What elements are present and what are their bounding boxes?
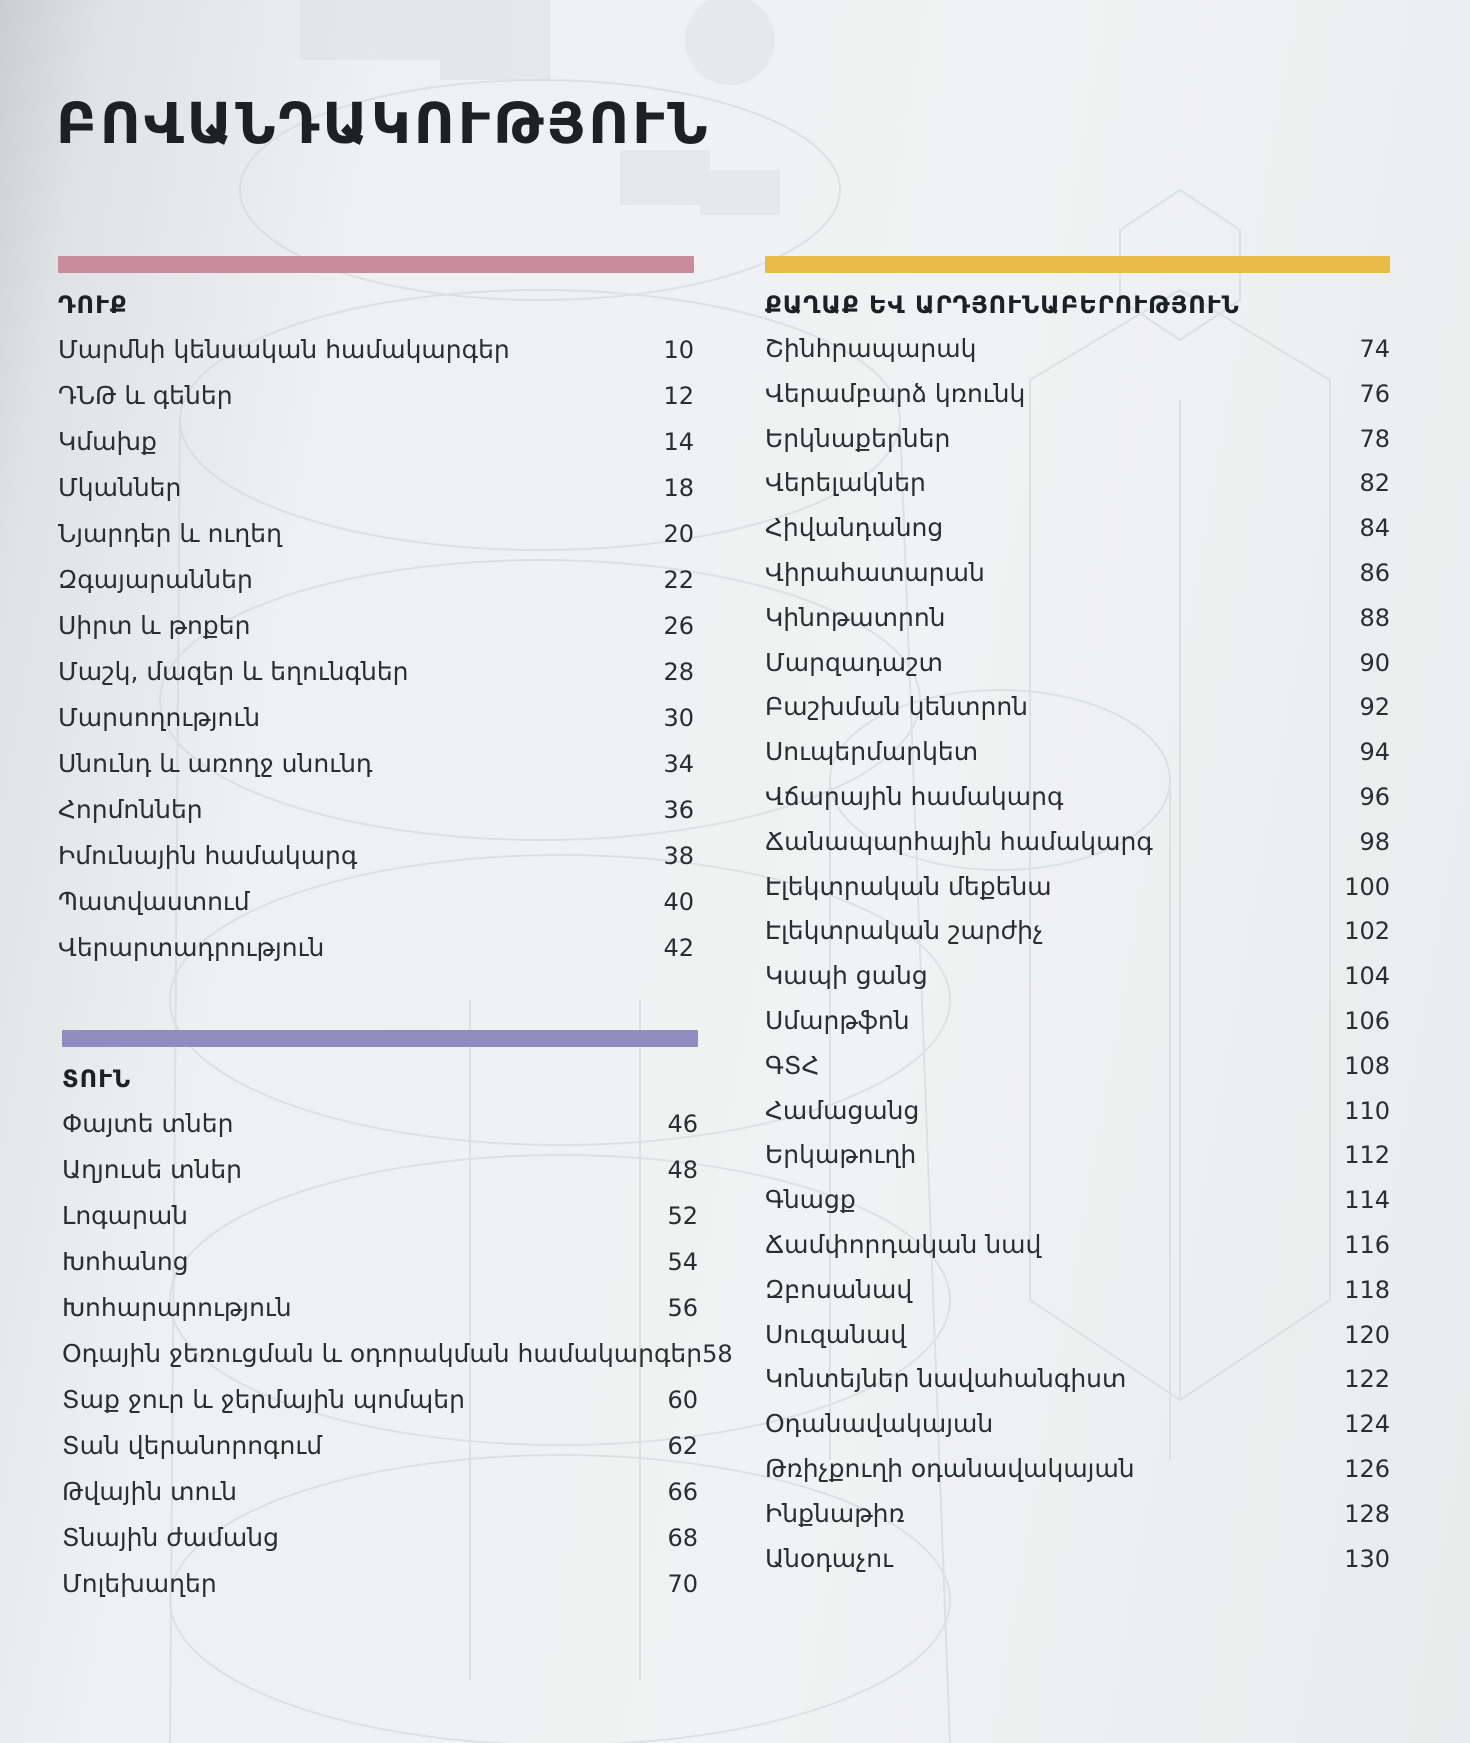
entry-page: 70 <box>667 1570 698 1598</box>
entry-title: Ինքնաթիռ <box>765 1498 905 1528</box>
toc-entry[interactable] <box>58 465 694 511</box>
entry-title: Կմախք <box>58 427 157 456</box>
entry-title: Թվային տուն <box>62 1477 237 1506</box>
toc-entry[interactable] <box>58 649 694 695</box>
entry-title: Աղյուսե տներ <box>62 1155 243 1184</box>
entry-title: Սնունդ և առողջ սնունդ <box>58 749 373 778</box>
toc-entry[interactable] <box>765 1178 1390 1223</box>
entry-title: Սիրտ և թոքեր <box>58 611 251 640</box>
toc-entry[interactable] <box>62 1193 698 1239</box>
entry-title: Շինհրապարակ <box>765 334 977 363</box>
entry-page: 128 <box>1344 1499 1390 1528</box>
section-body <box>58 256 694 971</box>
entry-page: 66 <box>667 1478 698 1506</box>
entry-page: 114 <box>1344 1186 1390 1215</box>
entry-page: 82 <box>1359 469 1390 498</box>
entry-title: Փայտե տներ <box>62 1109 234 1138</box>
entry-page: 10 <box>663 336 694 364</box>
entry-page: 118 <box>1344 1275 1390 1304</box>
entry-page: 26 <box>663 612 694 640</box>
entry-page: 20 <box>663 520 694 548</box>
entry-title: Նյարդեր և ուղեղ <box>58 519 282 548</box>
entry-page: 106 <box>1344 1006 1390 1035</box>
entry-page: 58 <box>702 1340 733 1368</box>
toc-entry[interactable] <box>765 1044 1390 1089</box>
toc-entry[interactable] <box>58 741 694 787</box>
entry-page: 116 <box>1344 1230 1390 1259</box>
entry-title: Տնային ժամանց <box>62 1523 279 1552</box>
section-home-list <box>62 1101 733 1607</box>
entry-page: 102 <box>1344 917 1390 946</box>
entry-title: Մարզադաշտ <box>765 647 943 677</box>
toc-entry[interactable] <box>58 603 694 649</box>
entry-page: 34 <box>663 750 694 778</box>
toc-entry[interactable] <box>58 695 694 741</box>
entry-page: 48 <box>667 1156 698 1184</box>
entry-page: 86 <box>1359 558 1390 587</box>
toc-entry[interactable] <box>62 1101 698 1147</box>
section-city <box>765 256 1390 1581</box>
entry-page: 96 <box>1359 782 1390 811</box>
toc-entry[interactable] <box>765 641 1390 686</box>
entry-page: 112 <box>1344 1141 1390 1170</box>
toc-entry[interactable] <box>58 833 694 879</box>
entry-page: 18 <box>663 474 694 502</box>
section-city-list <box>765 327 1390 1581</box>
toc-entry[interactable] <box>62 1423 698 1469</box>
entry-title: Զբոսանավ <box>765 1274 913 1304</box>
entry-page: 88 <box>1359 603 1390 632</box>
entry-page: 94 <box>1359 738 1390 767</box>
section-city-color-bar <box>765 256 1390 273</box>
toc-entry[interactable] <box>62 1561 698 1607</box>
entry-title: Էլեկտրական մեքենա <box>765 871 1052 901</box>
toc-entry[interactable] <box>765 327 1390 372</box>
entry-title: Ճանապարհային համակարգ <box>765 826 1153 856</box>
entry-title: Մոլեխաղեր <box>62 1569 217 1598</box>
toc-entry[interactable] <box>765 1357 1390 1402</box>
entry-page: 110 <box>1344 1096 1390 1125</box>
entry-title: Մարսողություն <box>58 703 261 732</box>
entry-page: 84 <box>1359 514 1390 543</box>
entry-title: Վճարային համակարգ <box>765 781 1064 811</box>
entry-page: 22 <box>663 566 694 594</box>
entry-title: Մարմնի կենսական համակարգեր <box>58 335 510 364</box>
entry-title: Հիվանդանոց <box>765 513 944 543</box>
entry-page: 54 <box>667 1248 698 1276</box>
entry-title: Խոհանոց <box>62 1247 189 1276</box>
entry-title: Սմարթֆոն <box>765 1005 910 1035</box>
entry-page: 124 <box>1344 1410 1390 1439</box>
entry-page: 14 <box>663 428 694 456</box>
toc-entry[interactable] <box>765 372 1390 417</box>
entry-title: Կապի ցանց <box>765 961 928 991</box>
toc-entry[interactable] <box>62 1469 698 1515</box>
entry-page: 42 <box>663 934 694 962</box>
toc-entry[interactable] <box>765 1402 1390 1447</box>
entry-title: Օդանավակայան <box>765 1409 994 1439</box>
toc-entry[interactable] <box>62 1147 698 1193</box>
entry-page: 122 <box>1344 1365 1390 1394</box>
entry-title: Կինոթատրոն <box>765 602 946 632</box>
entry-title: Զգայարաններ <box>58 565 253 594</box>
entry-title: Օդային ջեռուցման և օդորակման համակարգեր <box>62 1339 703 1368</box>
toc-entry[interactable] <box>765 820 1390 865</box>
entry-title: Տան վերանորոգում <box>62 1431 323 1460</box>
toc-entry[interactable] <box>765 865 1390 910</box>
entry-title: Վերամբարձ կռունկ <box>765 378 1026 408</box>
entry-title: Պատվաստում <box>58 887 250 916</box>
entry-title: Տաք ջուր և ջերմային պոմպեր <box>62 1385 465 1414</box>
entry-page: 90 <box>1359 648 1390 677</box>
entry-page: 52 <box>667 1202 698 1230</box>
entry-title: Սուպերմարկետ <box>765 737 979 767</box>
toc-entry[interactable] <box>765 1133 1390 1178</box>
entry-page: 76 <box>1359 379 1390 408</box>
entry-title: Իմունային համակարգ <box>58 841 358 870</box>
entry-title: Թռիչքուղի օդանավակայան <box>765 1453 1135 1483</box>
entry-title: Երկնաքերներ <box>765 423 951 453</box>
toc-entry[interactable] <box>62 1377 698 1423</box>
entry-title: Վիրահատարան <box>765 557 985 587</box>
entry-title: Հորմոններ <box>58 795 203 824</box>
entry-page: 12 <box>663 382 694 410</box>
entry-title: Կոնտեյներ նավահանգիստ <box>765 1364 1127 1394</box>
toc-entry[interactable] <box>62 1239 698 1285</box>
entry-page: 74 <box>1359 335 1390 363</box>
entry-title: Սուզանավ <box>765 1319 907 1349</box>
section-body-color-bar <box>58 256 694 273</box>
entry-page: 60 <box>667 1386 698 1414</box>
entry-title: Երկաթուղի <box>765 1140 917 1170</box>
toc-entry[interactable] <box>58 787 694 833</box>
entry-page: 98 <box>1359 827 1390 856</box>
entry-page: 56 <box>667 1294 698 1322</box>
toc-entry[interactable] <box>58 925 694 971</box>
entry-title: Մկաններ <box>58 473 182 502</box>
toc-entry[interactable] <box>765 1313 1390 1358</box>
toc-entry[interactable] <box>58 511 694 557</box>
section-home-color-bar <box>62 1030 698 1047</box>
entry-page: 92 <box>1359 693 1390 722</box>
toc-entry[interactable] <box>58 419 694 465</box>
toc-entry[interactable] <box>765 685 1390 730</box>
toc-entry[interactable] <box>58 327 694 373</box>
entry-page: 104 <box>1344 962 1390 991</box>
entry-title: Անօդաչու <box>765 1543 893 1573</box>
entry-page: 30 <box>663 704 694 732</box>
entry-title: Խոհարարություն <box>62 1293 292 1322</box>
toc-entry[interactable] <box>765 954 1390 999</box>
page-title: ԲՈՎԱՆԴԱԿՈՒԹՅՈՒՆ <box>56 92 711 157</box>
toc-entry[interactable] <box>765 596 1390 641</box>
entry-page: 40 <box>663 888 694 916</box>
toc-entry[interactable] <box>765 999 1390 1044</box>
entry-title: Բաշխման կենտրոն <box>765 692 1029 722</box>
section-city-title: ՔԱՂԱՔ ԵՎ ԱՐԴՅՈՒՆԱԲԵՐՈՒԹՅՈՒՆ <box>765 291 1240 319</box>
section-home-title: ՏՈՒՆ <box>62 1065 132 1093</box>
toc-entry[interactable] <box>765 461 1390 506</box>
toc-entry[interactable] <box>765 1268 1390 1313</box>
toc-entry[interactable] <box>765 1492 1390 1537</box>
section-home <box>62 1030 733 1607</box>
toc-entry[interactable] <box>765 1223 1390 1268</box>
entry-title: Վերարտադրություն <box>58 933 325 962</box>
toc-entry[interactable] <box>765 1089 1390 1134</box>
toc-entry[interactable] <box>62 1331 733 1377</box>
toc-entry[interactable] <box>765 909 1390 954</box>
toc-entry[interactable] <box>765 730 1390 775</box>
entry-title: Ճամփորդական նավ <box>765 1229 1042 1259</box>
entry-page: 120 <box>1344 1320 1390 1349</box>
toc-entry[interactable] <box>62 1285 698 1331</box>
entry-title: ԴՆԹ և գեներ <box>58 381 233 410</box>
toc-entry[interactable] <box>765 417 1390 462</box>
toc-entry[interactable] <box>62 1515 698 1561</box>
entry-title: Մաշկ, մազեր և եղունգներ <box>58 657 409 686</box>
entry-title: ԳՏՀ <box>765 1050 820 1080</box>
entry-page: 68 <box>667 1524 698 1552</box>
entry-page: 100 <box>1344 872 1390 901</box>
toc-entry[interactable] <box>58 557 694 603</box>
toc-entry[interactable] <box>765 775 1390 820</box>
toc-entry[interactable] <box>765 506 1390 551</box>
entry-page: 28 <box>663 658 694 686</box>
toc-entry[interactable] <box>765 1537 1390 1582</box>
section-body-list <box>58 327 694 971</box>
entry-title: Գնացք <box>765 1185 856 1215</box>
entry-page: 62 <box>667 1432 698 1460</box>
entry-page: 108 <box>1344 1051 1390 1080</box>
entry-title: Լոգարան <box>62 1201 189 1230</box>
entry-page: 36 <box>663 796 694 824</box>
entry-title: Վերելակներ <box>765 468 926 498</box>
toc-entry[interactable] <box>765 551 1390 596</box>
entry-title: Էլեկտրական շարժիչ <box>765 916 1044 946</box>
toc-entry[interactable] <box>765 1447 1390 1492</box>
toc-entry[interactable] <box>58 879 694 925</box>
entry-page: 130 <box>1344 1544 1390 1573</box>
entry-page: 78 <box>1359 424 1390 453</box>
entry-page: 126 <box>1344 1454 1390 1483</box>
toc-entry[interactable] <box>58 373 694 419</box>
entry-page: 46 <box>667 1110 698 1138</box>
entry-title: Համացանց <box>765 1095 920 1125</box>
section-body-title: ԴՈՒՔ <box>58 291 128 319</box>
entry-page: 38 <box>663 842 694 870</box>
